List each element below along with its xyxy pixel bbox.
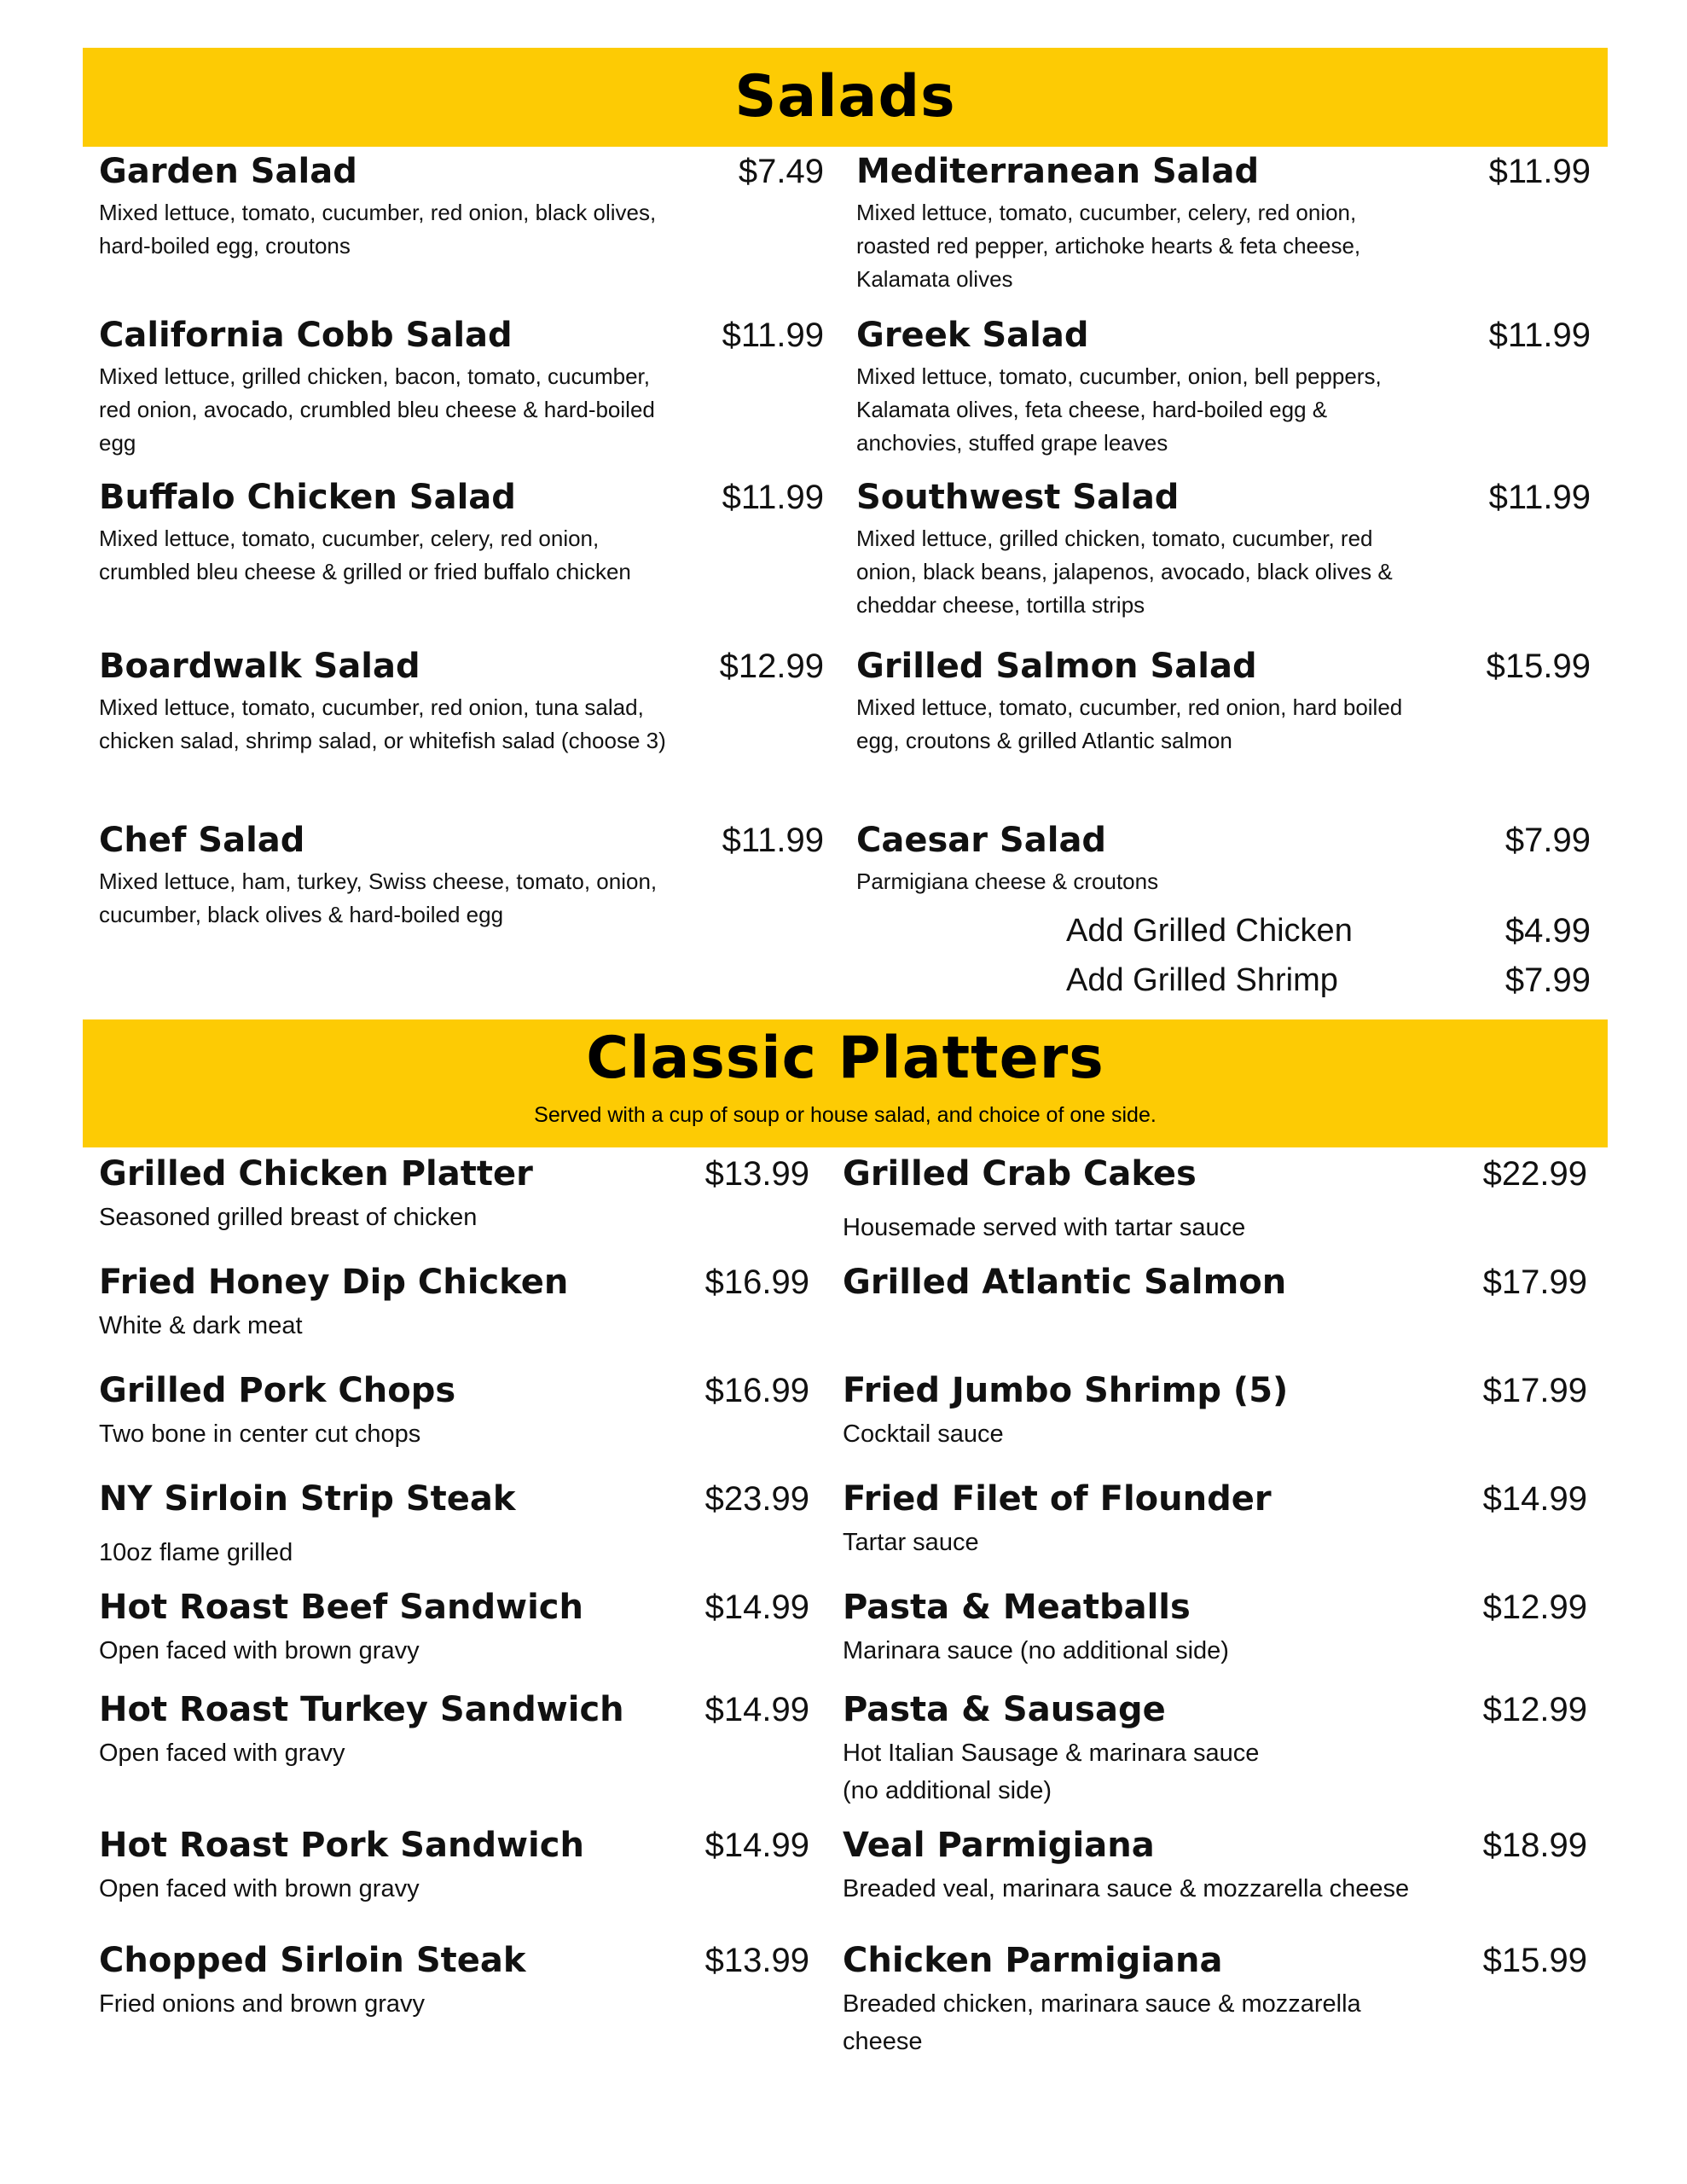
- menu-item-hot-roast-turkey-sandwich: [99, 1688, 809, 1774]
- item-description: Hot Italian Sausage & marinara sauce (no additional side): [843, 1740, 1260, 1804]
- menu-item-grilled-chicken-platter: [99, 1153, 809, 1238]
- item-name: Fried Honey Dip Chicken: [99, 1263, 569, 1302]
- item-price: $11.99: [722, 317, 824, 354]
- menu-item-veal-parmigiana: [843, 1824, 1587, 1909]
- item-description: Mixed lettuce, ham, turkey, Swiss cheese, tomato, onion, cucumber, black olives & hard-boiled egg: [99, 868, 658, 927]
- menu-item-buffalo-chicken-salad: [99, 476, 824, 604]
- item-price: $11.99: [1488, 317, 1591, 354]
- menu-item-boardwalk-salad: [99, 645, 824, 799]
- menu-item-grilled-crab-cakes: [843, 1153, 1587, 1246]
- item-price: $11.99: [722, 822, 824, 859]
- item-description: Two bone in center cut chops: [99, 1420, 421, 1448]
- item-name: Grilled Atlantic Salmon: [843, 1263, 1287, 1302]
- item-description: Parmigiana cheese & croutons: [856, 868, 1159, 894]
- item-description: 10oz flame grilled: [99, 1539, 293, 1566]
- item-price: $11.99: [1488, 479, 1591, 516]
- menu-item-california-cobb-salad: [99, 314, 824, 468]
- menu-item-pasta-and-sausage: [843, 1688, 1587, 1816]
- item-name: Chef Salad: [99, 821, 305, 860]
- item-description: Mixed lettuce, tomato, cucumber, celery, red onion, roasted red pepper, artichoke hearts & feta cheese, Kalamata olives: [856, 200, 1361, 292]
- item-price: $7.49: [738, 153, 824, 190]
- item-name: Mediterranean Salad: [856, 152, 1260, 191]
- item-price: $13.99: [704, 1155, 809, 1193]
- item-name: Southwest Salad: [856, 478, 1180, 517]
- platters-title: Classic Platters: [586, 1025, 1104, 1092]
- item-name: Caesar Salad: [856, 821, 1107, 860]
- item-name: Veal Parmigiana: [843, 1826, 1155, 1865]
- item-price: $18.99: [1482, 1827, 1587, 1864]
- item-name: Hot Roast Turkey Sandwich: [99, 1690, 624, 1729]
- item-price: $14.99: [1482, 1480, 1587, 1518]
- item-name: Pasta & Sausage: [843, 1690, 1166, 1729]
- addon-grilled-shrimp: [1066, 959, 1591, 1002]
- item-description: Open faced with brown gravy: [99, 1875, 420, 1902]
- item-name: Hot Roast Pork Sandwich: [99, 1826, 584, 1865]
- item-description: White & dark meat: [99, 1312, 303, 1339]
- item-price: $23.99: [704, 1480, 809, 1518]
- item-description: Marinara sauce (no additional side): [843, 1637, 1229, 1664]
- menu-item-ny-sirloin-strip-steak: [99, 1478, 809, 1571]
- salads-title: Salads: [734, 63, 956, 131]
- menu-item-chef-salad: [99, 819, 824, 947]
- menu-item-grilled-pork-chops: [99, 1369, 809, 1455]
- addon-label: Add Grilled Chicken: [1066, 913, 1353, 949]
- item-name: Grilled Salmon Salad: [856, 647, 1257, 686]
- item-name: Chopped Sirloin Steak: [99, 1941, 526, 1980]
- item-price: $12.99: [1482, 1589, 1587, 1626]
- item-description: Open faced with brown gravy: [99, 1637, 420, 1664]
- platters-banner: [83, 1019, 1608, 1147]
- menu-item-chicken-parmigiana: [843, 1939, 1587, 2067]
- item-description: Breaded veal, marinara sauce & mozzarella cheese: [843, 1875, 1410, 1902]
- item-description: Mixed lettuce, tomato, cucumber, red onion, black olives, hard-boiled egg, croutons: [99, 200, 657, 258]
- item-description: Fried onions and brown gravy: [99, 1990, 426, 2018]
- item-name: Garden Salad: [99, 152, 357, 191]
- menu-item-hot-roast-beef-sandwich: [99, 1586, 809, 1671]
- item-price: $7.99: [1504, 822, 1591, 859]
- menu-item-fried-honey-dip-chicken: [99, 1261, 809, 1346]
- item-name: California Cobb Salad: [99, 316, 513, 355]
- menu-item-greek-salad: [856, 314, 1591, 468]
- item-description: Mixed lettuce, grilled chicken, tomato, cucumber, red onion, black beans, jalapenos, avocado, black olives & cheddar cheese, tortilla strips: [856, 526, 1393, 618]
- menu-item-garden-salad: [99, 150, 824, 278]
- item-description: Mixed lettuce, tomato, cucumber, red onion, hard boiled egg, croutons & grilled Atlantic salmon: [856, 694, 1403, 753]
- item-name: Grilled Crab Cakes: [843, 1154, 1197, 1194]
- item-description: Breaded chicken, marinara sauce & mozzarella cheese: [843, 1990, 1361, 2055]
- menu-item-fried-jumbo-shrimp: [843, 1369, 1587, 1455]
- item-price: $13.99: [704, 1942, 809, 1979]
- platters-subtitle: Served with a cup of soup or house salad, and choice of one side.: [534, 1103, 1157, 1127]
- item-description: Open faced with gravy: [99, 1740, 345, 1767]
- menu-item-hot-roast-pork-sandwich: [99, 1824, 809, 1909]
- item-description: Mixed lettuce, grilled chicken, bacon, tomato, cucumber, red onion, avocado, crumbled bleu cheese & hard-boiled egg: [99, 363, 655, 456]
- item-name: Boardwalk Salad: [99, 647, 420, 686]
- item-price: $14.99: [704, 1691, 809, 1728]
- item-name: Buffalo Chicken Salad: [99, 478, 516, 517]
- item-description: Tartar sauce: [843, 1529, 979, 1556]
- menu-item-southwest-salad: [856, 476, 1591, 630]
- item-description: Cocktail sauce: [843, 1420, 1004, 1448]
- menu-item-chopped-sirloin-steak: [99, 1939, 809, 2024]
- item-price: $16.99: [704, 1263, 809, 1301]
- item-name: Greek Salad: [856, 316, 1089, 355]
- item-description: Mixed lettuce, tomato, cucumber, red onion, tuna salad, chicken salad, shrimp salad, or whitefish salad (choose 3): [99, 694, 666, 753]
- menu-item-pasta-and-meatballs: [843, 1586, 1587, 1671]
- item-name: Grilled Chicken Platter: [99, 1154, 533, 1194]
- item-name: Fried Filet of Flounder: [843, 1479, 1272, 1519]
- item-description: Housemade served with tartar sauce: [843, 1214, 1246, 1241]
- item-price: $11.99: [1488, 153, 1591, 190]
- menu-item-grilled-atlantic-salmon: [843, 1261, 1587, 1312]
- menu-item-grilled-salmon-salad: [856, 645, 1591, 773]
- item-name: Pasta & Meatballs: [843, 1588, 1191, 1627]
- addon-grilled-chicken: [1066, 909, 1591, 952]
- item-description: Seasoned grilled breast of chicken: [99, 1204, 478, 1231]
- item-price: $11.99: [722, 479, 824, 516]
- item-name: NY Sirloin Strip Steak: [99, 1479, 516, 1519]
- salads-banner: [83, 48, 1608, 147]
- item-price: $14.99: [704, 1827, 809, 1864]
- item-price: $15.99: [1486, 648, 1591, 685]
- menu-item-mediterranean-salad: [856, 150, 1591, 304]
- item-price: $17.99: [1482, 1263, 1587, 1301]
- item-name: Hot Roast Beef Sandwich: [99, 1588, 583, 1627]
- item-price: $12.99: [1482, 1691, 1587, 1728]
- item-name: Grilled Pork Chops: [99, 1371, 456, 1410]
- item-price: $17.99: [1482, 1372, 1587, 1409]
- item-price: $12.99: [719, 648, 824, 685]
- item-price: $14.99: [704, 1589, 809, 1626]
- addon-label: Add Grilled Shrimp: [1066, 962, 1338, 998]
- item-price: $22.99: [1482, 1155, 1587, 1193]
- item-description: Mixed lettuce, tomato, cucumber, celery, red onion, crumbled bleu cheese & grilled or fried buffalo chicken: [99, 526, 631, 584]
- item-price: $16.99: [704, 1372, 809, 1409]
- item-name: Chicken Parmigiana: [843, 1941, 1223, 1980]
- item-description: Mixed lettuce, tomato, cucumber, onion, bell peppers, Kalamata olives, feta cheese, hard-boiled egg & anchovies, stuffed grape leaves: [856, 363, 1382, 456]
- menu-item-caesar-salad: [856, 819, 1591, 904]
- addon-price: $7.99: [1504, 961, 1591, 999]
- menu-item-fried-filet-of-flounder: [843, 1478, 1587, 1563]
- item-name: Fried Jumbo Shrimp (5): [843, 1371, 1289, 1410]
- addon-price: $4.99: [1504, 912, 1591, 950]
- item-price: $15.99: [1482, 1942, 1587, 1979]
